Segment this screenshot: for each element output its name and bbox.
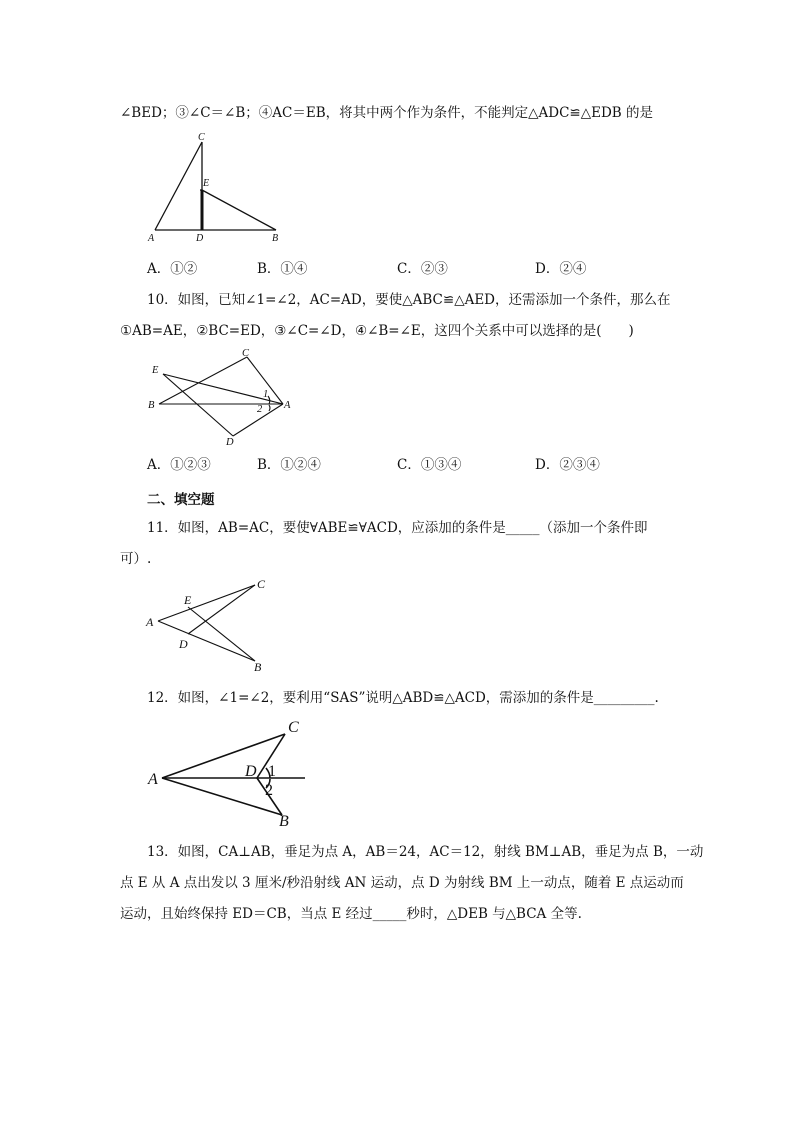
- q10-label-2: 2: [257, 404, 263, 415]
- q10-label-e: E: [152, 365, 159, 376]
- q9-option-d[interactable]: D．②④: [535, 261, 587, 277]
- q13-line-2: 点 E 从 A 点出发以 3 厘米/秒沿射线 AN 运动，点 D 为射线 BM 上一动点，随着 E 点运动而: [120, 875, 684, 891]
- section-fill-in-title: 二、填空题: [147, 492, 215, 508]
- q12-label-b: B: [279, 813, 289, 830]
- q10-line-1: 10．如图，已知∠1=∠2，AC=AD，要使△ABC≌△AED，还需添加一个条件，那么在: [147, 292, 671, 308]
- q12-line-1: 12．如图，∠1=∠2，要利用“SAS”说明△ABD≌△ACD，需添加的条件是_________.: [147, 690, 659, 706]
- q10-label-a: A: [284, 400, 291, 411]
- q12-label-c: C: [288, 719, 299, 736]
- q10-line-2: ①AB=AE，②BC=ED，③∠C=∠D，④∠B=∠E，这四个关系中可以选择的是( ): [120, 323, 634, 339]
- q9-label-e: E: [203, 178, 210, 189]
- q9-figure: [140, 132, 290, 247]
- q11-label-d: D: [179, 637, 188, 651]
- q11-line-2: 可）.: [120, 551, 152, 567]
- q12-label-2: 2: [265, 782, 273, 799]
- q10-option-c[interactable]: C．①③④: [397, 457, 462, 473]
- q10-option-d[interactable]: D．②③④: [535, 457, 600, 473]
- q11-label-c: C: [257, 577, 266, 591]
- q9-option-a[interactable]: A．①②: [147, 261, 198, 277]
- q9-option-c[interactable]: C．②③: [397, 261, 448, 277]
- q10-label-d: D: [226, 437, 234, 448]
- q12-label-1: 1: [268, 763, 276, 780]
- q13-line-1: 13．如图，CA⊥AB，垂足为点 A，AB＝24，AC＝12，射线 BM⊥AB，垂足为点 B，一动: [147, 844, 704, 860]
- q10-figure: [140, 346, 300, 451]
- q10-option-a[interactable]: A．①②③: [147, 457, 211, 473]
- q13-line-3: 运动，且始终保持 ED＝CB，当点 E 经过_____秒时，△DEB 与△BCA 全等.: [120, 906, 582, 922]
- q9-label-b: B: [272, 233, 279, 244]
- q12-label-d: D: [245, 763, 257, 780]
- q10-option-b[interactable]: B．①②④: [257, 457, 321, 473]
- q9-stem-tail: ∠BED；③∠C＝∠B；④AC＝EB，将其中两个作为条件，不能判定△ADC≌△EDB 的是: [120, 105, 654, 121]
- q9-label-d: D: [196, 233, 204, 244]
- q11-label-a: A: [146, 615, 154, 629]
- q9-label-a: A: [148, 233, 155, 244]
- q10-label-1: 1: [263, 389, 269, 400]
- q12-label-a: A: [148, 771, 158, 788]
- q10-label-c: C: [242, 348, 250, 359]
- q11-figure: [140, 573, 280, 675]
- q9-option-b[interactable]: B．①④: [257, 261, 308, 277]
- q11-line-1: 11．如图，AB=AC，要使∀ABE≌∀ACD，应添加的条件是_____（添加一个条件即: [147, 520, 648, 536]
- q12-figure: [140, 714, 315, 832]
- q10-label-b: B: [148, 400, 155, 411]
- q11-label-e: E: [184, 593, 192, 607]
- q9-label-c: C: [198, 132, 205, 143]
- q11-label-b: B: [254, 660, 262, 674]
